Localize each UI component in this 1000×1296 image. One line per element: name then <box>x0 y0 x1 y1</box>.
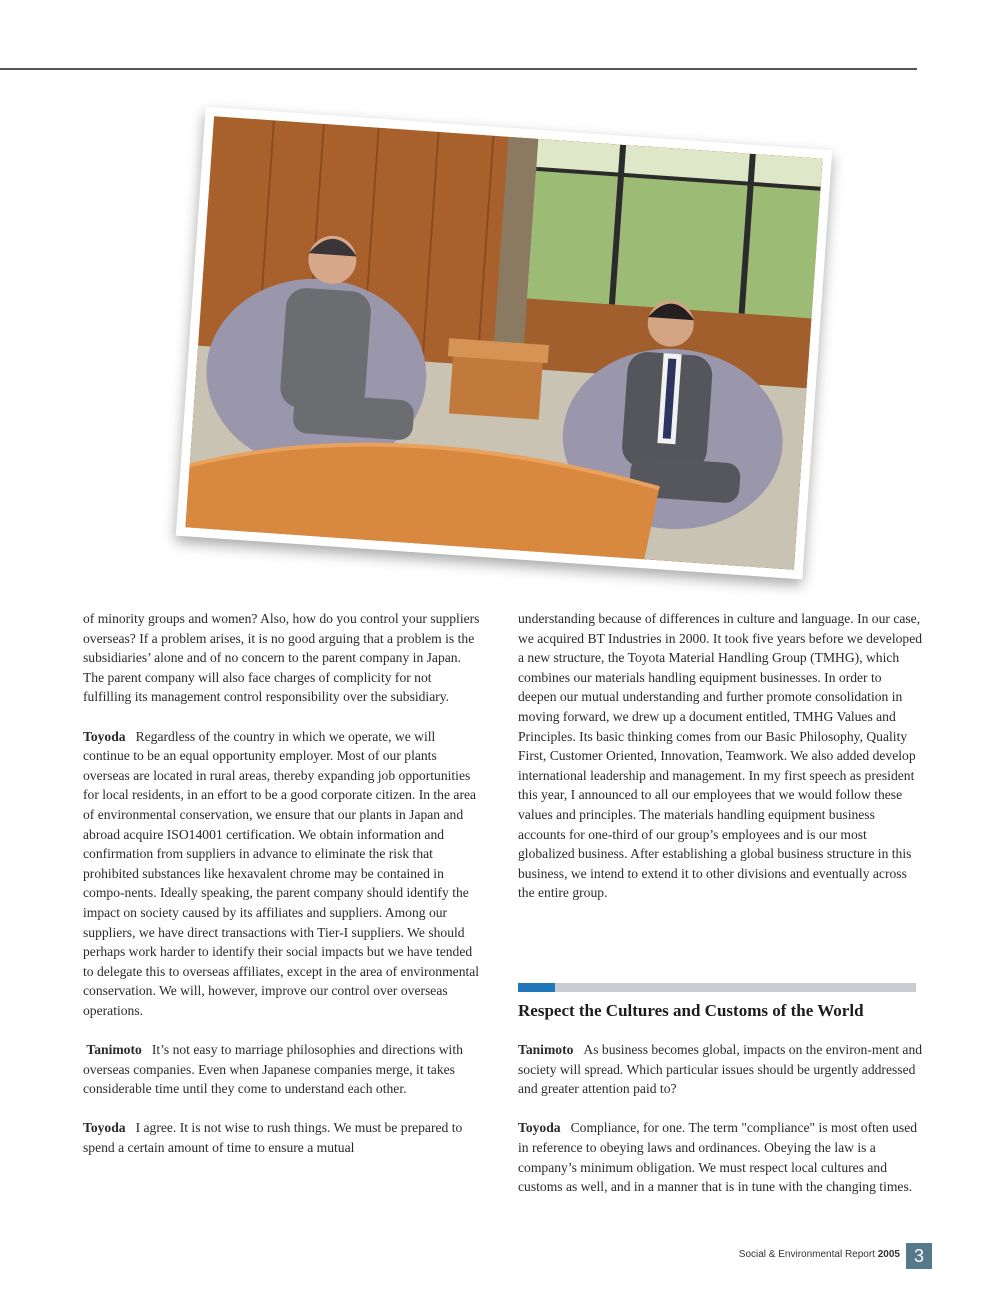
speaker-name: Toyoda <box>518 1120 561 1136</box>
report-name: Social & Environmental Report <box>738 1249 875 1260</box>
page-number: 3 <box>906 1243 932 1269</box>
speaker-name: Tanimoto <box>86 1042 142 1058</box>
section-body <box>518 1040 926 1216</box>
right-column <box>518 609 923 923</box>
top-rule <box>0 68 917 70</box>
left-paragraph-4 <box>83 1118 483 1157</box>
speaker-name: Tanimoto <box>518 1042 574 1057</box>
report-year: 2005 <box>877 1249 900 1260</box>
left-paragraph-3 <box>83 1040 483 1099</box>
page-footer <box>700 1243 932 1269</box>
section-paragraph-2 <box>518 1118 926 1196</box>
speaker-name: Toyoda <box>83 728 126 744</box>
paragraph-text: Regardless of the country in which we operate, we will continue to be an equal opportunity employer. Most of our plants overseas are located in rural areas, thereby expanding job opportunities for local residents, in an effort to be a good corporate citizen. In the area of environmental conservation, we ensure that our plants in Japan and abroad acquire ISO14001 certification. We obtain information and confirmation from suppliers in advance to eliminate the risk that prohibited substances like hexavalent chrome may be contained in compo-nents. Ideally speaking, the parent company should identify the impact on society caused by its affiliates and suppliers. Among our suppliers, we have direct transactions with Tier-I suppliers. We should perhaps work harder to identify their social impacts but we have tended to delegate this to overseas affiliates, except in the area of environmental conservation. We will, however, improve our control over overseas operations. <box>83 728 480 1018</box>
paragraph-text: It’s not easy to marriage philosophies and directions with overseas companies. Even when Japanese companies merge, it takes considerable time until they come to understand each other. <box>83 1042 463 1097</box>
left-paragraph-2 <box>83 727 483 1021</box>
interview-photo-frame <box>176 107 832 580</box>
left-column <box>83 609 483 1177</box>
right-paragraph-1: understanding because of differences in culture and language. In our case, we acquired BT Industries in 2000. It took five years before we developed a new structure, the Toyota Material Handling Group (TMHG), which combines our materials handling equipment businesses. In order to deepen our mutual understanding and further promote consolidation in moving forward, we drew up a document entitled, TMHG Values and Principles. Its basic thinking comes from our Basic Philosophy, Quality First, Customer Oriented, Innovation, Teamwork. We also added develop international leadership and management. In my first speech as president this year, I announced to all our employees that we would follow these values and principles. The materials handling equipment business accounts for one-third of our group’s employees and is our most globalized business. After establishing a global business structure in this business, we intend to extend it to other divisions and eventually across the entire group. <box>518 611 923 901</box>
footer-report-title <box>739 1249 900 1260</box>
interview-photo <box>185 116 822 570</box>
speaker-name: Toyoda <box>83 1120 126 1136</box>
section-heading: Respect the Cultures and Customs of the World <box>518 1001 864 1020</box>
left-paragraph-1: of minority groups and women? Also, how do you control your suppliers overseas? If a problem arises, it is no good arguing that a problem is the subsidiaries’ alone and of no concern to the parent company in Japan. The parent company will also face charges of complicity for not fulfilling its management control responsibility over the subsidiary. <box>83 611 480 705</box>
paragraph-text: Compliance, for one. The term "compliance" is most often used in reference to obeying laws and ordinances. Obeying the law is a company’s minimum obligation. We must respect local cultures and customs as well, and in a manner that is in tune with the changing times. <box>518 1120 918 1195</box>
section-accent <box>518 983 555 992</box>
paragraph-text: As business becomes global, impacts on the environ-ment and society will spread. Which particular issues should be urgently addressed and greater attention paid to? <box>518 1042 923 1097</box>
section-divider-bar <box>518 983 916 992</box>
paragraph-text: I agree. It is not wise to rush things. We must be prepared to spend a certain amount of time to ensure a mutual <box>83 1120 463 1156</box>
photo-illustration <box>185 116 822 570</box>
section-paragraph-1 <box>518 1040 926 1099</box>
